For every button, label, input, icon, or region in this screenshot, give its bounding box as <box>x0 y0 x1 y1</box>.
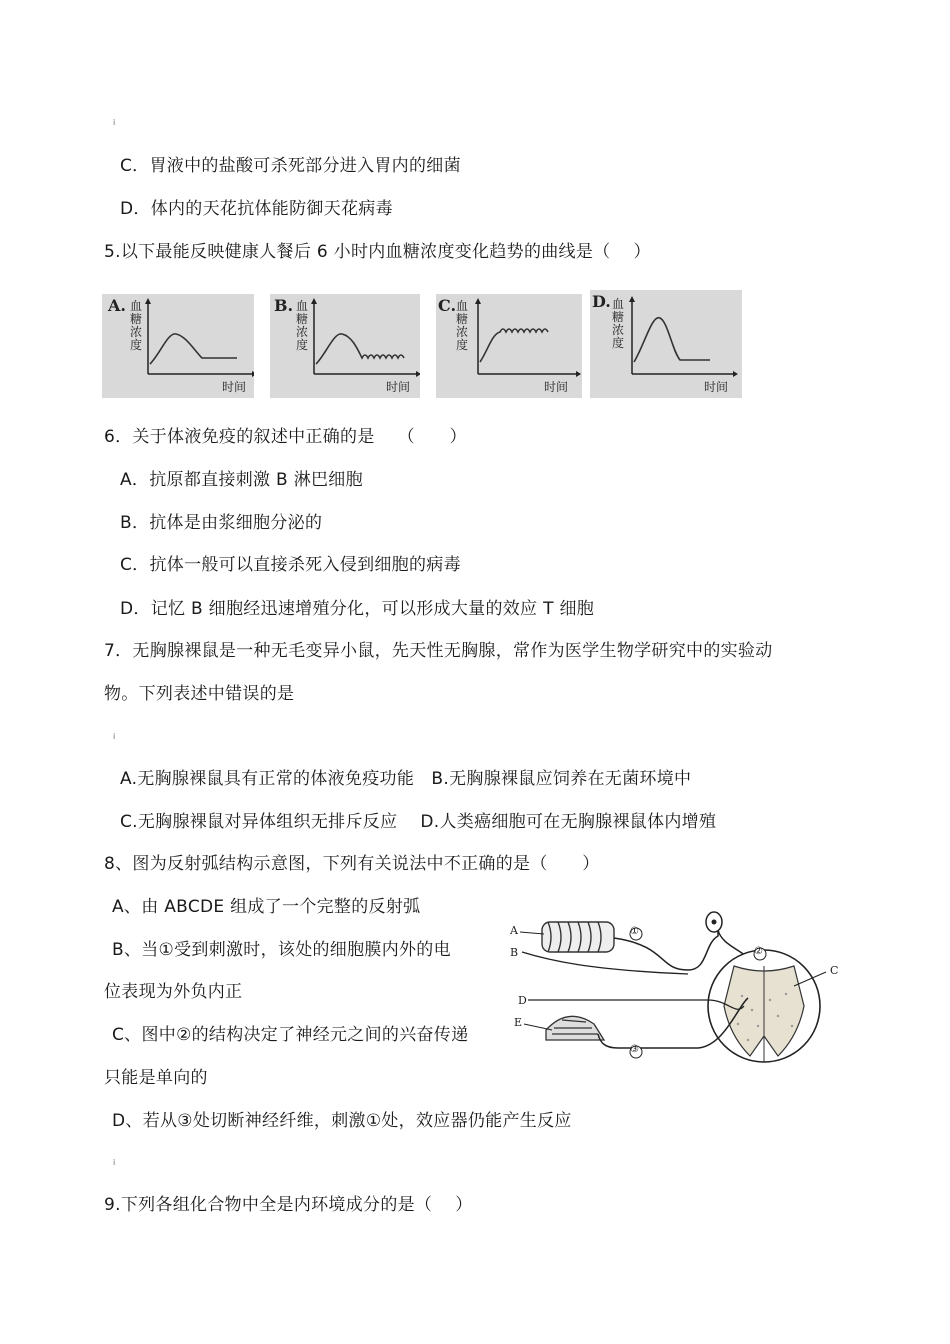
stray-mark: ⅰ <box>113 732 116 741</box>
label-d: D <box>518 994 527 1007</box>
reflex-arc-diagram <box>508 906 844 1070</box>
graph-b-label: B. <box>274 296 294 315</box>
graph-d <box>590 290 742 398</box>
graph-a-label: A. <box>108 296 126 315</box>
stray-mark: ⅰ <box>113 118 116 127</box>
graph-c-curve <box>480 329 548 362</box>
q5-stem: 5.以下最能反映健康人餐后 6 小时内血糖浓度变化趋势的曲线是（ ） <box>104 242 651 262</box>
q7-stem-line1: 7．无胸腺裸鼠是一种无毛变异小鼠，先天性无胸腺，常作为医学生物学研究中的实验动 <box>104 641 773 661</box>
q7-stem-line2: 物。下列表述中错误的是 <box>104 684 295 704</box>
label-e: E <box>514 1016 523 1029</box>
receptor-coil <box>542 922 614 952</box>
q6-option-a: A．抗原都直接刺激 B 淋巴细胞 <box>120 470 363 490</box>
q6-option-b: B．抗体是由浆细胞分泌的 <box>120 513 323 533</box>
graph-b <box>270 294 420 398</box>
label-1: ① <box>630 926 639 937</box>
q8-option-c-line1: C、图中②的结构决定了神经元之间的兴奋传递 <box>112 1025 469 1045</box>
q8-option-b-line1: B、当①受到刺激时，该处的细胞膜内外的电 <box>112 940 451 960</box>
graph-a <box>102 294 254 398</box>
graph-b-xlabel: 时间 <box>386 380 411 394</box>
q8-option-b-line2: 位表现为外负内正 <box>104 982 243 1002</box>
effector-muscle <box>546 1016 604 1040</box>
label-b: B <box>510 946 519 959</box>
q8-option-c-line2: 只能是单向的 <box>104 1068 208 1088</box>
graph-c-label: C. <box>438 296 457 315</box>
stray-mark: ⅰ <box>113 1158 116 1167</box>
q6-option-d: D．记忆 B 细胞经迅速增殖分化，可以形成大量的效应 T 细胞 <box>120 599 595 619</box>
q7-options-cd: C.无胸腺裸鼠对异体组织无排斥反应 D.人类癌细胞可在无胸腺裸鼠体内增殖 <box>120 812 717 832</box>
graph-b-curve <box>316 334 404 364</box>
q6-stem: 6．关于体液免疫的叙述中正确的是 （ ） <box>104 427 467 447</box>
q8-option-d: D、若从③处切断神经纤维，刺激①处，效应器仍能产生反应 <box>112 1111 572 1131</box>
graph-d-xlabel: 时间 <box>704 380 729 394</box>
graph-c-ylabel: 血糖浓度 <box>456 299 469 352</box>
q8-option-a: A、由 ABCDE 组成了一个完整的反射弧 <box>112 897 421 917</box>
label-c: C <box>830 964 839 977</box>
q8-stem: 8、图为反射弧结构示意图，下列有关说法中不正确的是（ ） <box>104 854 600 874</box>
graph-b-ylabel: 血糖浓度 <box>296 299 309 352</box>
graph-a-xlabel: 时间 <box>222 380 247 394</box>
graph-d-label: D. <box>592 292 611 311</box>
graph-a-ylabel: 血糖浓度 <box>130 299 143 352</box>
graph-c-xlabel: 时间 <box>544 380 569 394</box>
label-2: ② <box>754 946 763 957</box>
q6-option-c: C．抗体一般可以直接杀死入侵到细胞的病毒 <box>120 555 461 575</box>
q9-stem: 9.下列各组化合物中全是内环境成分的是（ ） <box>104 1195 473 1215</box>
label-a: A <box>510 924 518 937</box>
label-3: ③ <box>630 1044 639 1055</box>
graph-d-curve <box>634 318 710 362</box>
reflex-arc-drawing <box>508 906 844 1070</box>
q4-option-d: D．体内的天花抗体能防御天花病毒 <box>120 199 393 219</box>
q4-option-c: C．胃液中的盐酸可杀死部分进入胃内的细菌 <box>120 156 461 176</box>
q7-options-ab: A.无胸腺裸鼠具有正常的体液免疫功能 B.无胸腺裸鼠应饲养在无菌环境中 <box>120 769 692 789</box>
graph-a-curve <box>150 334 237 364</box>
graph-c <box>436 294 582 398</box>
graph-d-ylabel: 血糖浓度 <box>612 297 625 350</box>
